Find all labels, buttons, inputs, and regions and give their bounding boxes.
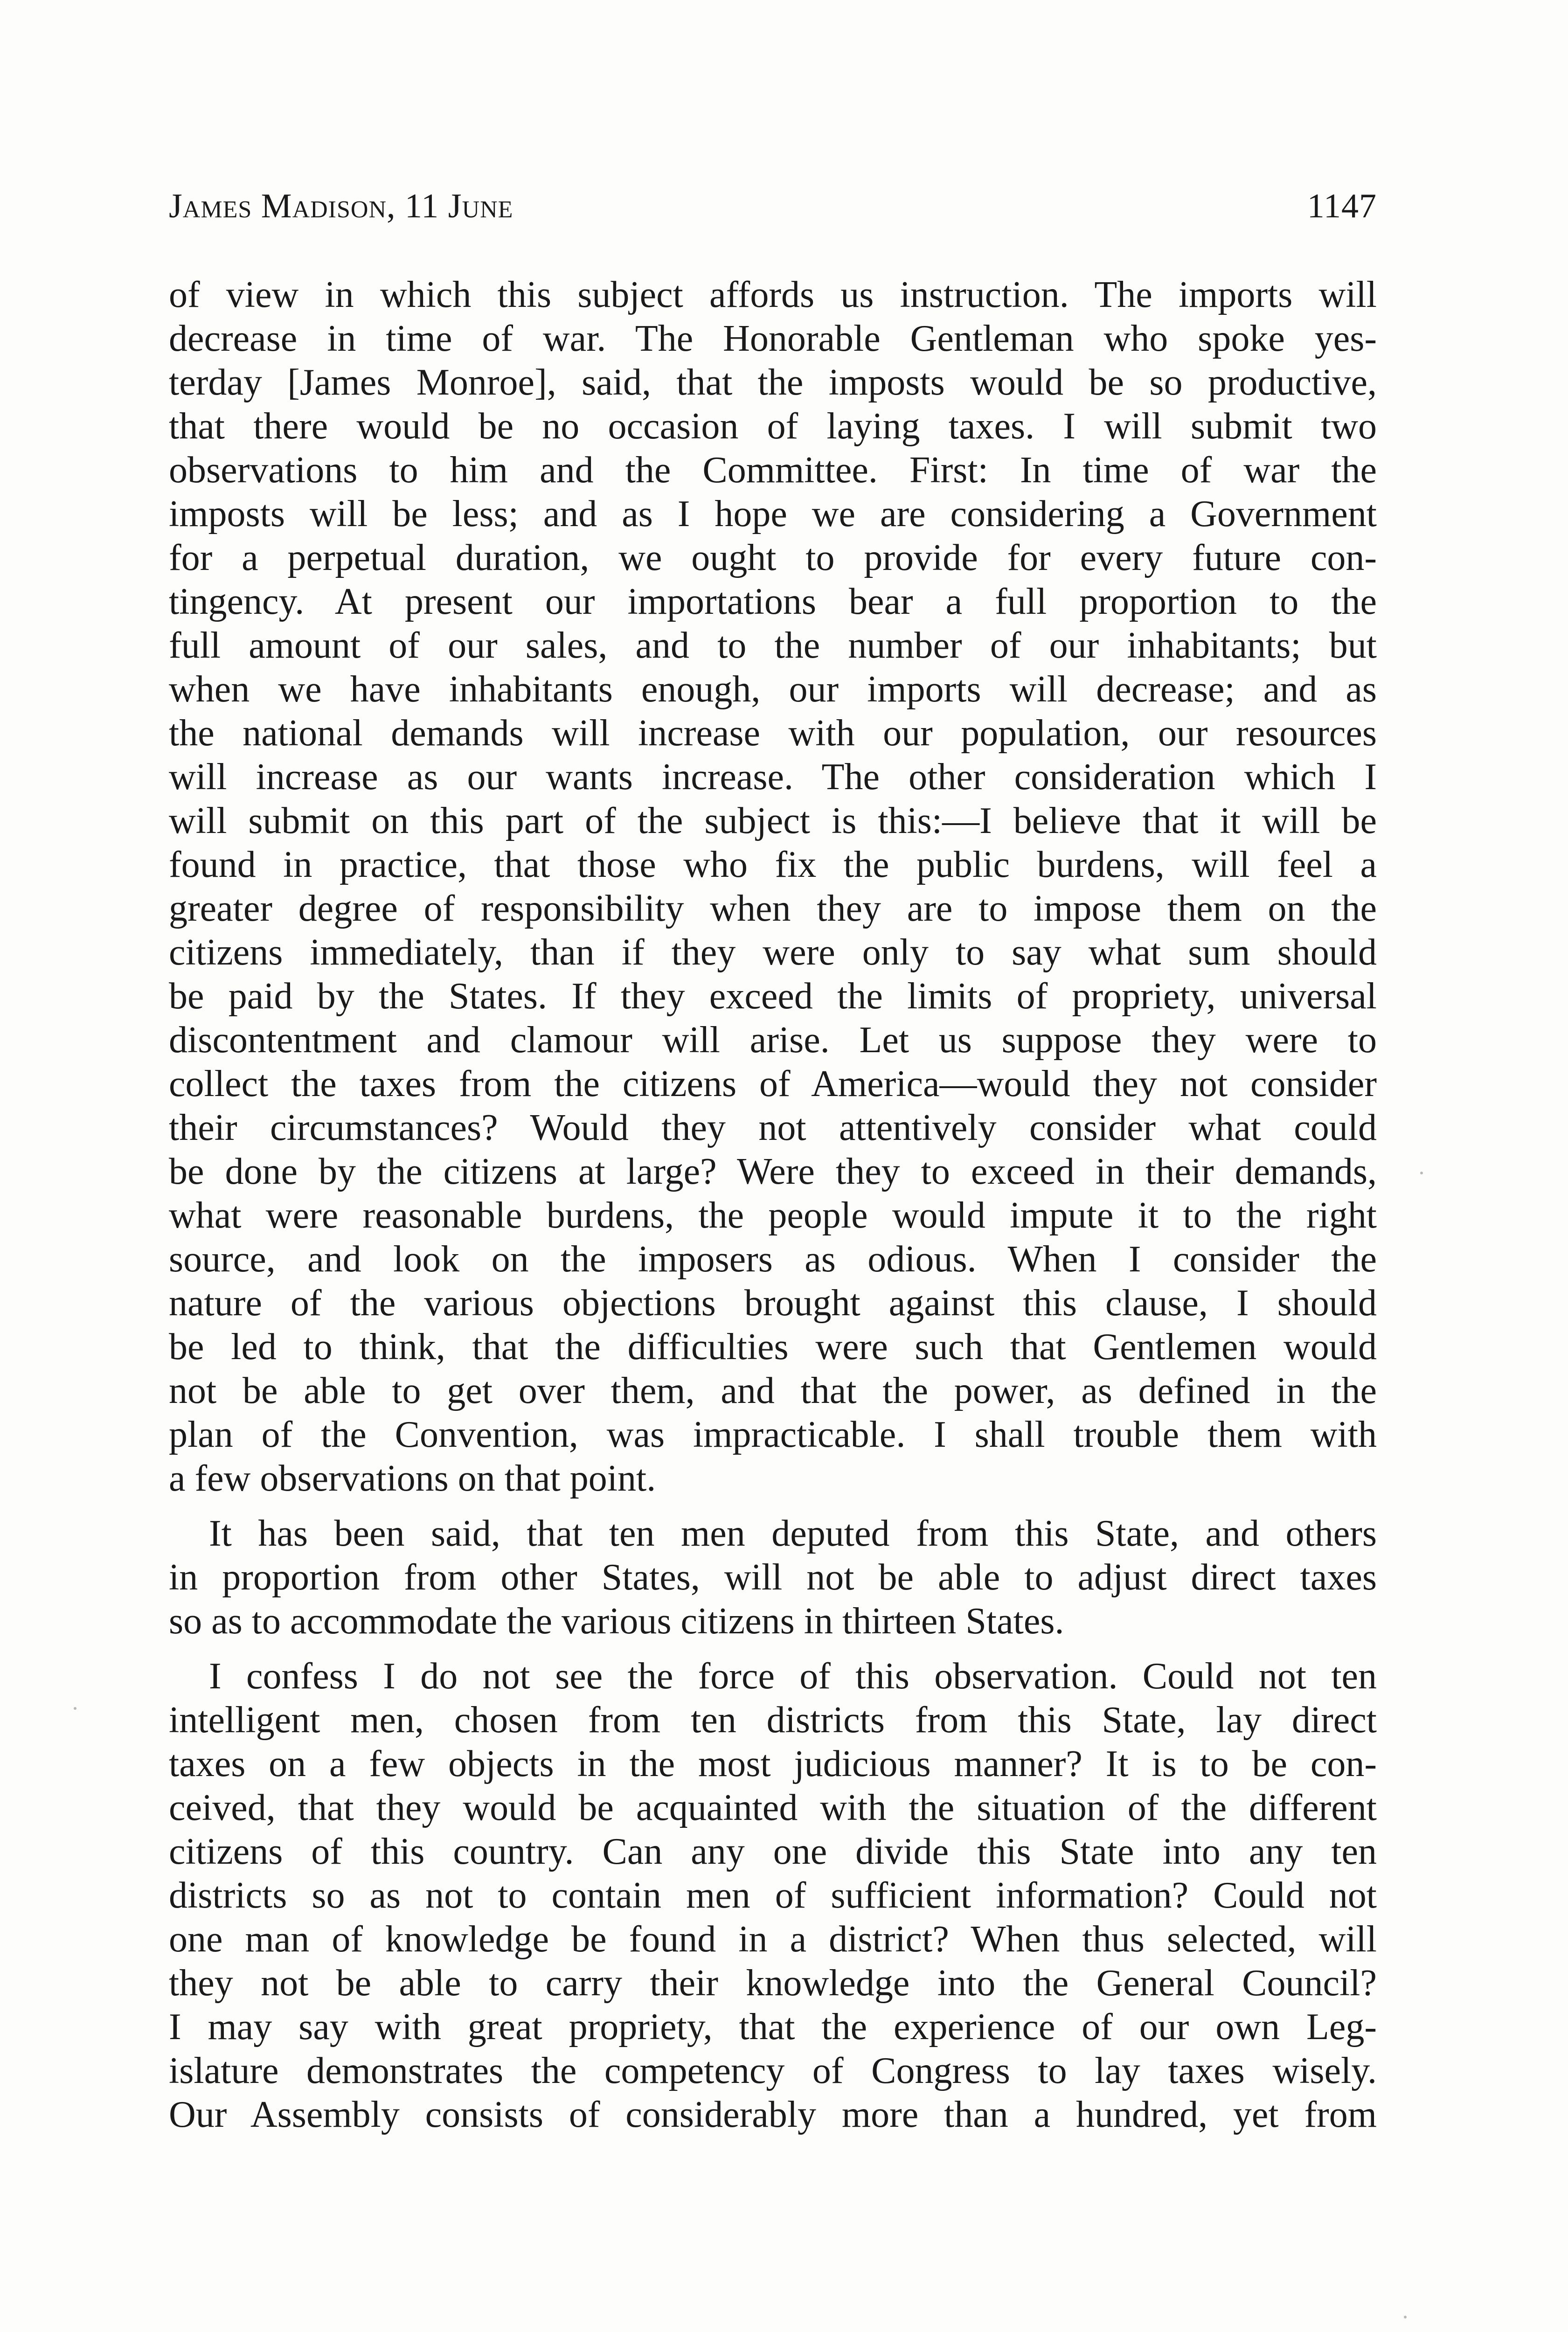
body-text bbox=[169, 273, 1377, 2137]
text-line: observations to him and the Committee. First: In time of war the bbox=[169, 450, 1377, 491]
text-line: a few observations on that point. bbox=[169, 1458, 656, 1499]
paper-speck bbox=[1420, 1172, 1423, 1174]
text-line: their circumstances? Would they not attentively consider what could bbox=[169, 1107, 1377, 1148]
text-line: when we have inhabitants enough, our imports will decrease; and as bbox=[169, 669, 1377, 710]
paragraph-2 bbox=[169, 1512, 1377, 1643]
text-line: that there would be no occasion of laying taxes. I will submit two bbox=[169, 406, 1377, 447]
text-line: so as to accommodate the various citizens in thirteen States. bbox=[169, 1601, 1064, 1642]
text-line: islature demonstrates the competency of Congress to lay taxes wisely. bbox=[169, 2050, 1377, 2091]
text-line: will submit on this part of the subject is this:—I believe that it will be bbox=[169, 800, 1377, 841]
text-line: full amount of our sales, and to the number of our inhabitants; but bbox=[169, 625, 1377, 666]
text-line: citizens of this country. Can any one divide this State into any ten bbox=[169, 1831, 1377, 1872]
text-line: source, and look on the imposers as odious. When I consider the bbox=[169, 1239, 1377, 1280]
paragraph-gap bbox=[169, 1500, 1377, 1512]
running-title: James Madison, 11 June bbox=[169, 187, 513, 225]
text-line: taxes on a few objects in the most judicious manner? It is to be con- bbox=[169, 1743, 1377, 1784]
text-line: terday [James Monroe], said, that the imposts would be so productive, bbox=[169, 362, 1377, 403]
text-line: the national demands will increase with our population, our resources bbox=[169, 713, 1377, 754]
text-line: plan of the Convention, was impracticable. I shall trouble them with bbox=[169, 1414, 1377, 1455]
text-line: will increase as our wants increase. The other consideration which I bbox=[169, 757, 1377, 798]
text-line: not be able to get over them, and that the power, as defined in the bbox=[169, 1370, 1377, 1411]
paragraph-3 bbox=[169, 1654, 1377, 2137]
text-line: tingency. At present our importations bear a full proportion to the bbox=[169, 581, 1377, 622]
paragraph-gap bbox=[169, 1643, 1377, 1654]
text-line: decrease in time of war. The Honorable Gentleman who spoke yes- bbox=[169, 318, 1377, 359]
text-line: be led to think, that the difficulties were such that Gentlemen would bbox=[169, 1326, 1377, 1367]
text-line: I may say with great propriety, that the experience of our own Leg- bbox=[169, 2006, 1377, 2047]
text-line: I confess I do not see the force of this observation. Could not ten bbox=[209, 1656, 1377, 1697]
text-line: imposts will be less; and as I hope we are considering a Government bbox=[169, 493, 1377, 534]
text-line: be done by the citizens at large? Were they to exceed in their demands, bbox=[169, 1151, 1377, 1192]
text-line: citizens immediately, than if they were only to say what sum should bbox=[169, 932, 1377, 973]
text-line: nature of the various objections brought against this clause, I should bbox=[169, 1283, 1377, 1324]
page-number: 1147 bbox=[1307, 187, 1377, 225]
paper-speck bbox=[1404, 2316, 1407, 2318]
running-head bbox=[169, 183, 1377, 229]
text-line: ceived, that they would be acquainted with the situation of the different bbox=[169, 1787, 1377, 1828]
text-line: found in practice, that those who fix the public burdens, will feel a bbox=[169, 844, 1377, 885]
text-line: what were reasonable burdens, the people would impute it to the right bbox=[169, 1195, 1377, 1236]
text-line: for a perpetual duration, we ought to provide for every future con- bbox=[169, 537, 1377, 578]
text-line: intelligent men, chosen from ten districts from this State, lay direct bbox=[169, 1700, 1377, 1741]
text-line: of view in which this subject affords us instruction. The imports will bbox=[169, 274, 1377, 315]
text-line: they not be able to carry their knowledge into the General Council? bbox=[169, 1963, 1377, 2004]
text-line: Our Assembly consists of considerably more than a hundred, yet from bbox=[169, 2094, 1377, 2135]
text-line: districts so as not to contain men of sufficient information? Could not bbox=[169, 1875, 1377, 1916]
text-line: one man of knowledge be found in a district? When thus selected, will bbox=[169, 1919, 1377, 1960]
text-line: greater degree of responsibility when they are to impose them on the bbox=[169, 888, 1377, 929]
text-line: It has been said, that ten men deputed from this State, and others bbox=[209, 1513, 1377, 1554]
text-line: collect the taxes from the citizens of America—would they not consider bbox=[169, 1063, 1377, 1104]
text-line: discontentment and clamour will arise. Let us suppose they were to bbox=[169, 1020, 1377, 1061]
paper-speck bbox=[74, 1707, 76, 1710]
text-line: be paid by the States. If they exceed the limits of propriety, universal bbox=[169, 976, 1377, 1017]
paragraph-1 bbox=[169, 273, 1377, 1500]
text-line: in proportion from other States, will not be able to adjust direct taxes bbox=[169, 1557, 1377, 1598]
